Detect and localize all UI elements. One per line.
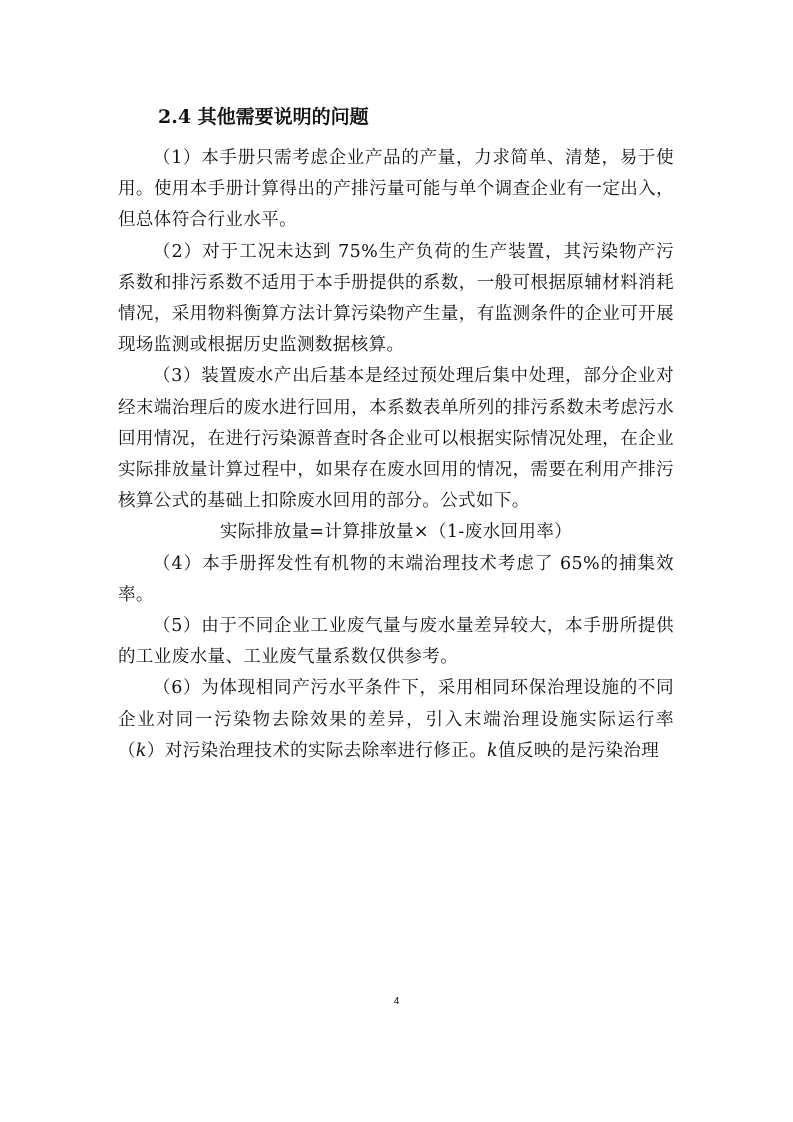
paragraph-6-part-c: 值反映的是污染治理 xyxy=(498,740,660,761)
variable-k: k xyxy=(487,740,499,761)
formula: 实际排放量=计算排放量×（1-废水回用率） xyxy=(219,522,573,543)
paragraph-4: （4）本手册挥发性有机物的末端治理技术考虑了 65%的捕集效率。 xyxy=(118,553,674,605)
page-number: 4 xyxy=(393,996,400,1007)
paragraph-6-part-a: （6）为体现相同产污水平条件下，采用相同环保治理设施的不同企业对同一污染物去除效果的差异，引入末端治理设施实际运行率（ xyxy=(118,678,674,761)
paragraph-6-part-b: ）对污染治理技术的实际去除率进行修正。 xyxy=(146,740,488,761)
paragraph-5: （5）由于不同企业工业废气量与废水量差异较大，本手册所提供的工业废水量、工业废气量系数仅供参考。 xyxy=(118,616,674,668)
paragraph-6 xyxy=(118,673,674,767)
paragraph-1: （1）本手册只需考虑企业产品的产量，力求简单、清楚，易于使用。使用本手册计算得出的产排污量可能与单个调查企业有一定出入，但总体符合行业水平。 xyxy=(118,148,674,231)
paragraph-3: （3）装置废水产出后基本是经过预处理后集中处理，部分企业对经末端治理后的废水进行回用，本系数表单所列的排污系数未考虑污水回用情况，在进行污染源普查时各企业可以根据实际情况处理，在企业实际排放量计算过程中，如果存在废水回用的情况，需要在利用产排污核算公式的基础上扣除废水回用的部分。公式如下。 xyxy=(118,366,674,512)
body-text xyxy=(118,143,674,767)
variable-k: k xyxy=(135,740,147,761)
section-heading: 2.4 其他需要说明的问题 xyxy=(158,106,369,128)
paragraph-2: （2）对于工况未达到 75%生产负荷的生产装置，其污染物产污系数和排污系数不适用于本手册提供的系数，一般可根据原辅材料消耗情况，采用物料衡算方法计算污染物产生量，有监测条件的企业可开展现场监测或根据历史监测数据核算。 xyxy=(118,241,674,356)
